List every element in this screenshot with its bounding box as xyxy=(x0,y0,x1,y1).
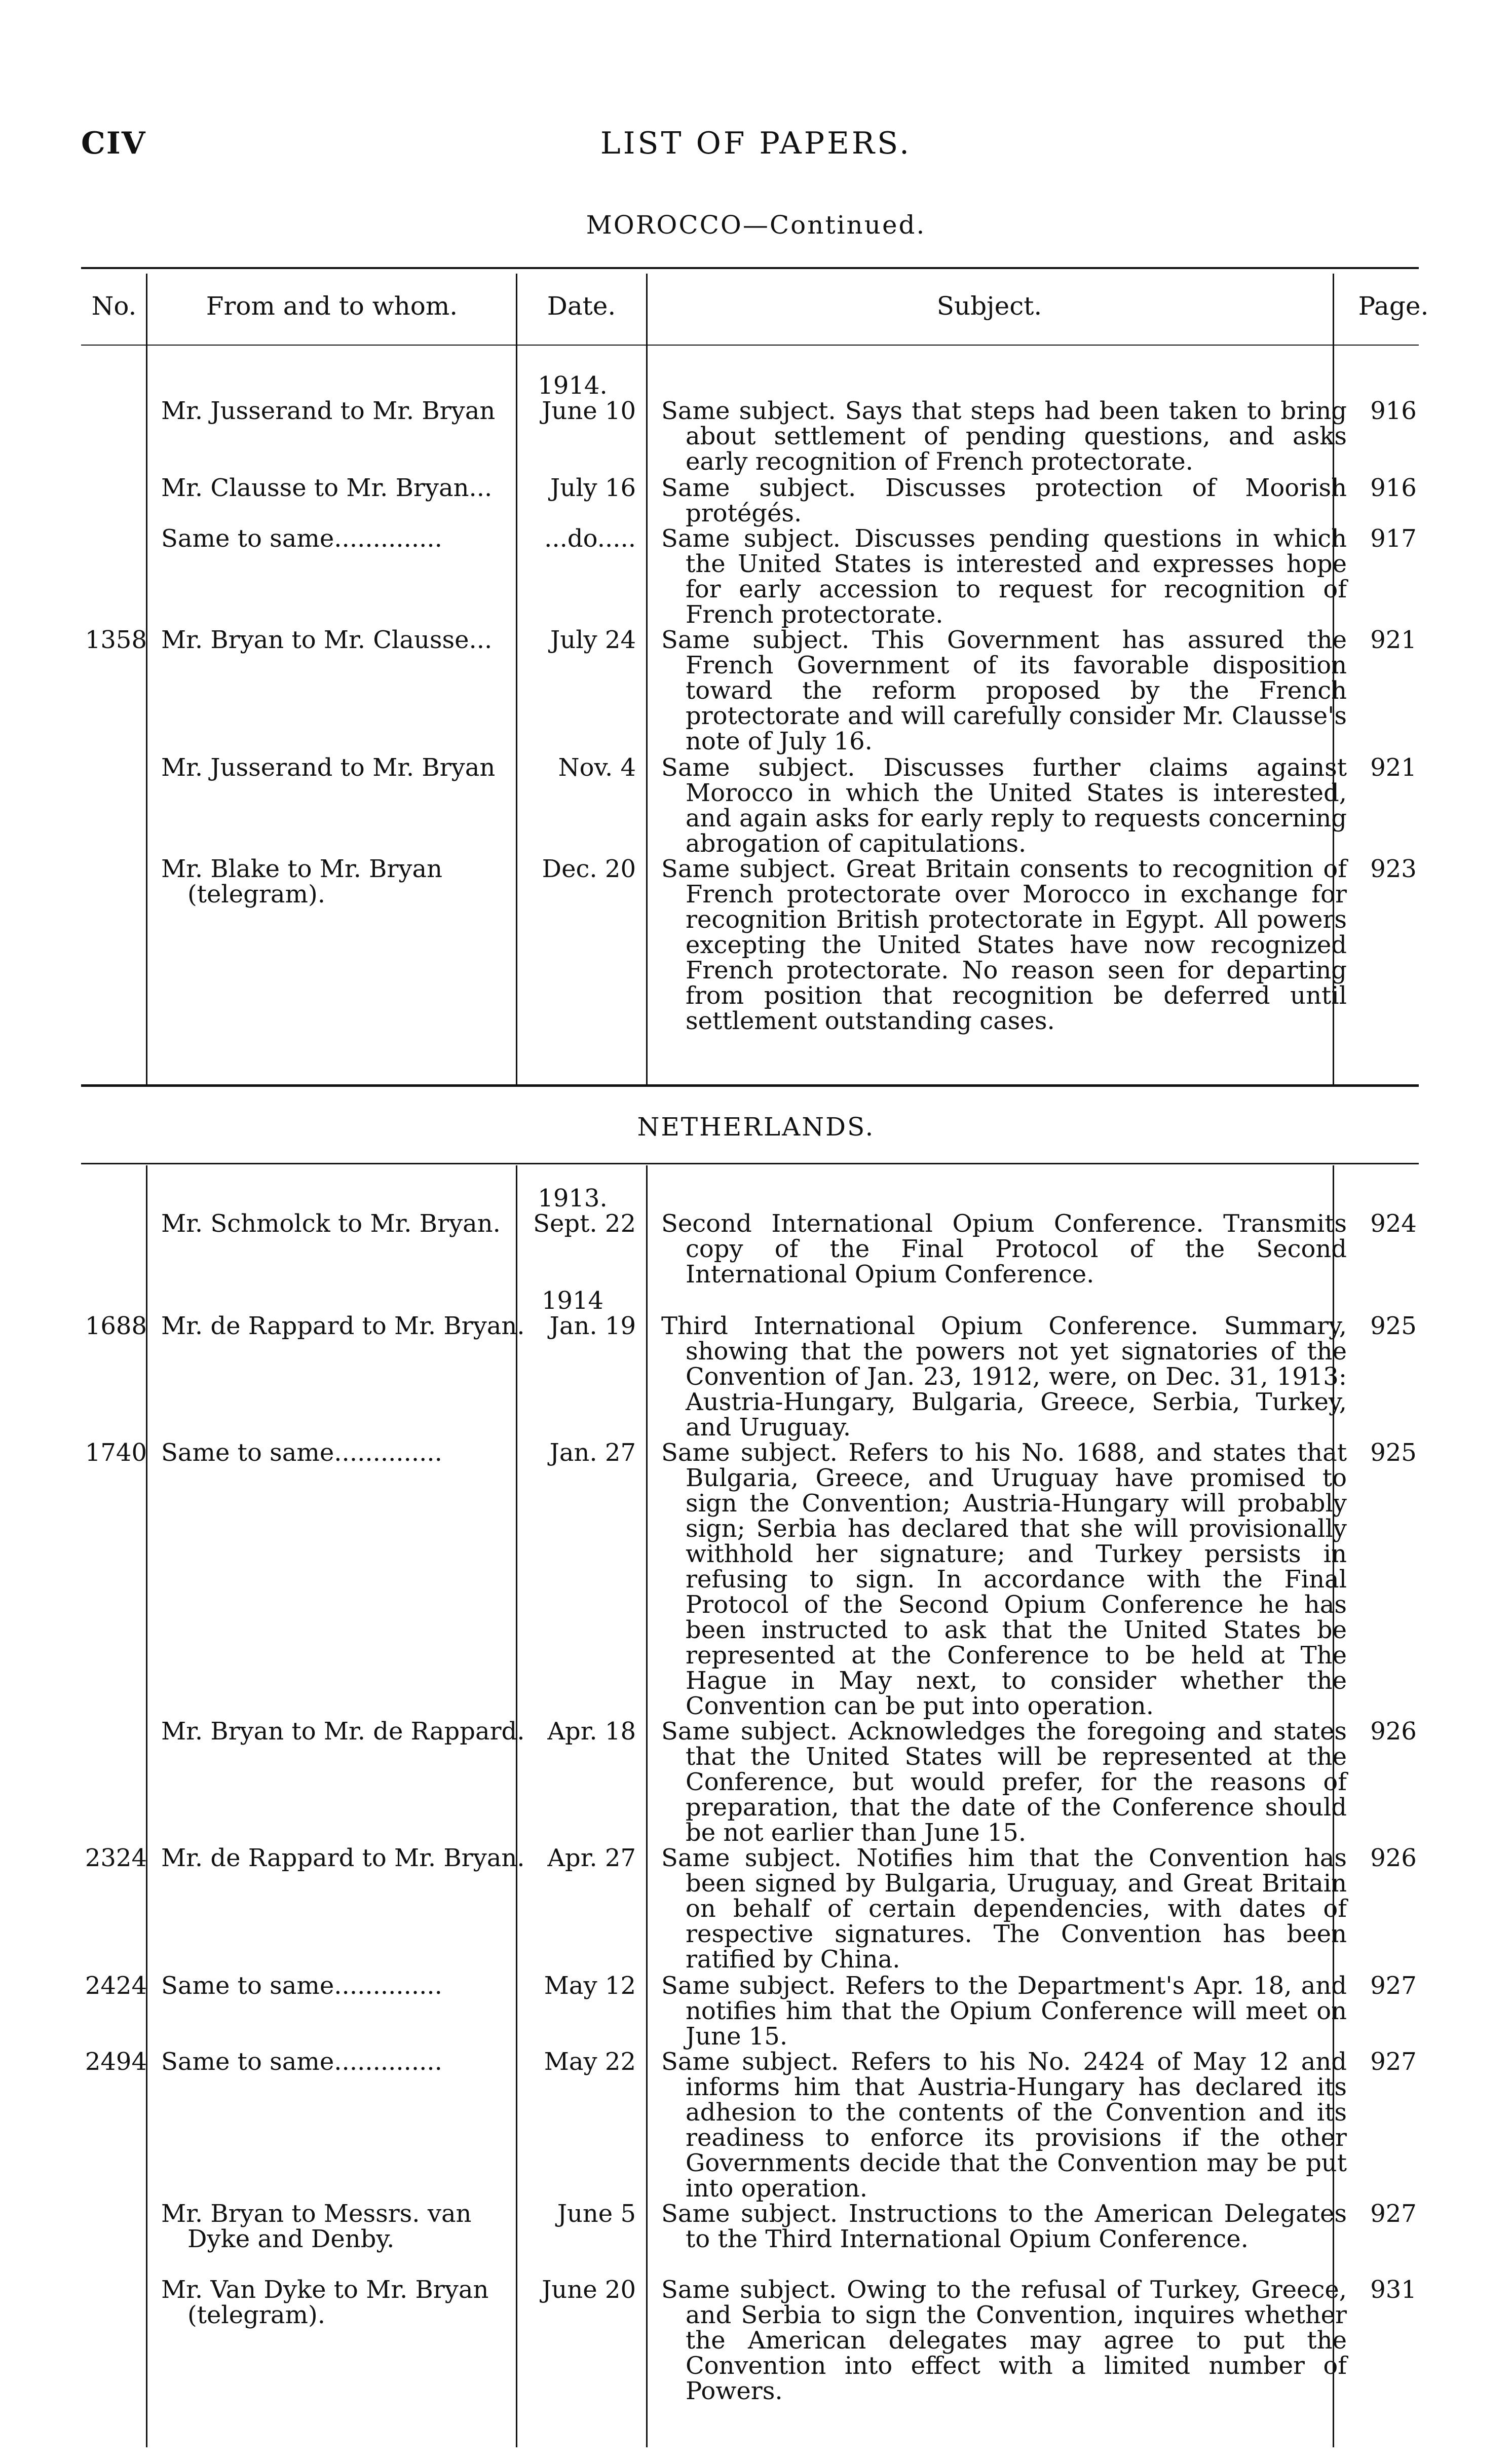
row-subject: Same subject. This Government has assured the French Government of its favorable disposition toward the reform proposed by the French protectorate and will carefully consider Mr. Clausse's note of July 16. xyxy=(661,626,1347,755)
column-divider xyxy=(646,274,648,1084)
row-date: July 16 xyxy=(550,474,636,502)
row-page: 923 xyxy=(1370,855,1417,883)
section-top-rule xyxy=(81,1163,1419,1164)
row-from: Same to same.............. xyxy=(161,2048,442,2076)
row-page: 924 xyxy=(1370,1209,1417,1238)
column-divider xyxy=(646,1165,648,2447)
row-subject: Same subject. Discusses pending questions in which the United States is interested and expresses hope for early accession to request for recognition of French protectorate. xyxy=(661,524,1347,629)
row-number: 1358 xyxy=(85,626,147,654)
row-page: 926 xyxy=(1370,1844,1417,1872)
row-page: 921 xyxy=(1370,753,1417,782)
row-date: May 12 xyxy=(544,1972,636,2000)
row-page: 927 xyxy=(1370,2200,1417,2228)
row-subject: Second International Opium Conference. Transmits copy of the Final Protocol of the Second International Opium Conference. xyxy=(661,1209,1347,1289)
row-subject: Same subject. Refers to the Department's Apr. 18, and notifies him that the Opium Conference will meet on June 15. xyxy=(661,1972,1347,2051)
row-from: Same to same.............. xyxy=(161,1438,442,1467)
row-date: July 24 xyxy=(550,626,636,654)
row-subject: Same subject. Acknowledges the foregoing and states that the United States will be represented at the Conference, but would prefer, for the reasons of preparation, that the date of the Conference should be not earlier than June 15. xyxy=(661,1717,1347,1847)
row-from: Mr. Bryan to Mr. Clausse... xyxy=(161,626,493,654)
section-title-netherlands: NETHERLANDS. xyxy=(637,1112,875,1142)
row-from: Mr. Schmolck to Mr. Bryan. xyxy=(161,1209,501,1238)
column-divider xyxy=(146,1165,147,2447)
column-header-page: Page. xyxy=(1358,291,1429,321)
section-bottom-rule xyxy=(81,1084,1419,1087)
row-page: 921 xyxy=(1370,626,1417,654)
row-number: 1740 xyxy=(85,1438,147,1467)
column-divider xyxy=(516,274,517,1084)
table-top-rule xyxy=(81,267,1419,269)
section-title-morocco: MOROCCO—Continued. xyxy=(586,210,926,240)
row-date: ...do..... xyxy=(544,524,636,553)
row-number: 2494 xyxy=(85,2048,147,2076)
row-from: Mr. Jusserand to Mr. Bryan xyxy=(161,397,496,425)
row-year: 1914. xyxy=(538,371,608,400)
row-number: 2424 xyxy=(85,1972,147,2000)
row-from: Mr. Van Dyke to Mr. Bryan (telegram). xyxy=(161,2276,489,2329)
row-subject: Same subject. Refers to his No. 1688, and states that Bulgaria, Greece, and Uruguay have promised to sign the Convention; Austria-Hungary will probably sign; Serbia has declared that she will provisionally withhold her signature; and Turkey persists in refusing to sign. In accordance with the Final Protocol of the Second Opium Conference he has been instructed to ask that the United States be represented at the Conference to be held at The Hague in May next, to consider whether the Convention can be put into operation. xyxy=(661,1438,1347,1720)
row-from: Mr. Bryan to Messrs. van Dyke and Denby. xyxy=(161,2200,472,2253)
row-page: 925 xyxy=(1370,1438,1417,1467)
row-number: 1688 xyxy=(85,1312,147,1340)
page-number: CIV xyxy=(81,126,146,161)
row-page: 916 xyxy=(1370,474,1417,502)
column-header-from: From and to whom. xyxy=(206,291,458,321)
row-page: 926 xyxy=(1370,1717,1417,1746)
column-divider xyxy=(146,274,147,1084)
row-subject: Same subject. Says that steps had been taken to bring about settlement of pending questions, and asks early recognition of French protectorate. xyxy=(661,397,1347,476)
row-from: Mr. Clausse to Mr. Bryan... xyxy=(161,474,493,502)
row-page: 917 xyxy=(1370,524,1417,553)
row-page: 927 xyxy=(1370,2048,1417,2076)
row-from: Same to same.............. xyxy=(161,1972,442,2000)
row-date: Sept. 22 xyxy=(533,1209,636,1238)
row-page: 931 xyxy=(1370,2276,1417,2304)
header-rule xyxy=(81,345,1419,346)
row-date: Jan. 27 xyxy=(549,1438,636,1467)
row-page: 927 xyxy=(1370,1972,1417,2000)
page-title: LIST OF PAPERS. xyxy=(600,126,912,161)
column-divider xyxy=(516,1165,517,2447)
row-from: Mr. Jusserand to Mr. Bryan xyxy=(161,753,496,782)
row-subject: Same subject. Owing to the refusal of Turkey, Greece, and Serbia to sign the Convention, inquires whether the American delegates may agree to put the Convention into effect with a limited number of Powers. xyxy=(661,2276,1347,2405)
row-from: Same to same.............. xyxy=(161,524,442,553)
row-date: Dec. 20 xyxy=(542,855,636,883)
row-page: 916 xyxy=(1370,397,1417,425)
row-date: Jan. 19 xyxy=(549,1312,636,1340)
row-from: Mr. Blake to Mr. Bryan (telegram). xyxy=(161,855,442,908)
row-subject: Same subject. Discusses further claims against Morocco in which the United States is interested, and again asks for early reply to requests concerning abrogation of capitulations. xyxy=(661,753,1347,858)
row-from: Mr. de Rappard to Mr. Bryan. xyxy=(161,1844,525,1872)
row-number: 2324 xyxy=(85,1844,147,1872)
row-date: Nov. 4 xyxy=(558,753,636,782)
row-date: Apr. 27 xyxy=(547,1844,636,1872)
row-date: June 20 xyxy=(542,2276,636,2304)
row-subject: Third International Opium Conference. Summary, showing that the powers not yet signatories of the Convention of Jan. 23, 1912, were, on Dec. 31, 1913: Austria-Hungary, Bulgaria, Greece, Serbia, Turkey, and Uruguay. xyxy=(661,1312,1347,1442)
row-subject: Same subject. Refers to his No. 2424 of May 12 and informs him that Austria-Hungary has declared its adhesion to the contents of the Convention and its readiness to enforce its provisions if the other Governments decide that the Convention may be put into operation. xyxy=(661,2048,1347,2203)
row-subject: Same subject. Great Britain consents to recognition of French protectorate over Morocco in exchange for recognition British protectorate in Egypt. All powers excepting the United States have now recognized French protectorate. No reason seen for departing from position that recognition be deferred until settlement outstanding cases. xyxy=(661,855,1347,1035)
row-year: 1913. xyxy=(538,1184,608,1213)
row-date: June 10 xyxy=(542,397,636,425)
row-subject: Same subject. Discusses protection of Moorish protégés. xyxy=(661,474,1347,527)
row-subject: Same subject. Notifies him that the Convention has been signed by Bulgaria, Uruguay, and Great Britain on behalf of certain dependencies, with dates of respective signatures. The Convention has been ratified by China. xyxy=(661,1844,1347,1974)
row-from: Mr. de Rappard to Mr. Bryan. xyxy=(161,1312,525,1340)
column-header-subject: Subject. xyxy=(936,291,1042,321)
column-header-no: No. xyxy=(91,291,137,321)
column-header-date: Date. xyxy=(547,291,616,321)
row-page: 925 xyxy=(1370,1312,1417,1340)
row-from: Mr. Bryan to Mr. de Rappard. xyxy=(161,1717,525,1746)
row-date: May 22 xyxy=(544,2048,636,2076)
row-year: 1914 xyxy=(541,1286,604,1315)
row-subject: Same subject. Instructions to the American Delegates to the Third International Opium Conference. xyxy=(661,2200,1347,2253)
row-date: Apr. 18 xyxy=(547,1717,636,1746)
row-date: June 5 xyxy=(557,2200,636,2228)
